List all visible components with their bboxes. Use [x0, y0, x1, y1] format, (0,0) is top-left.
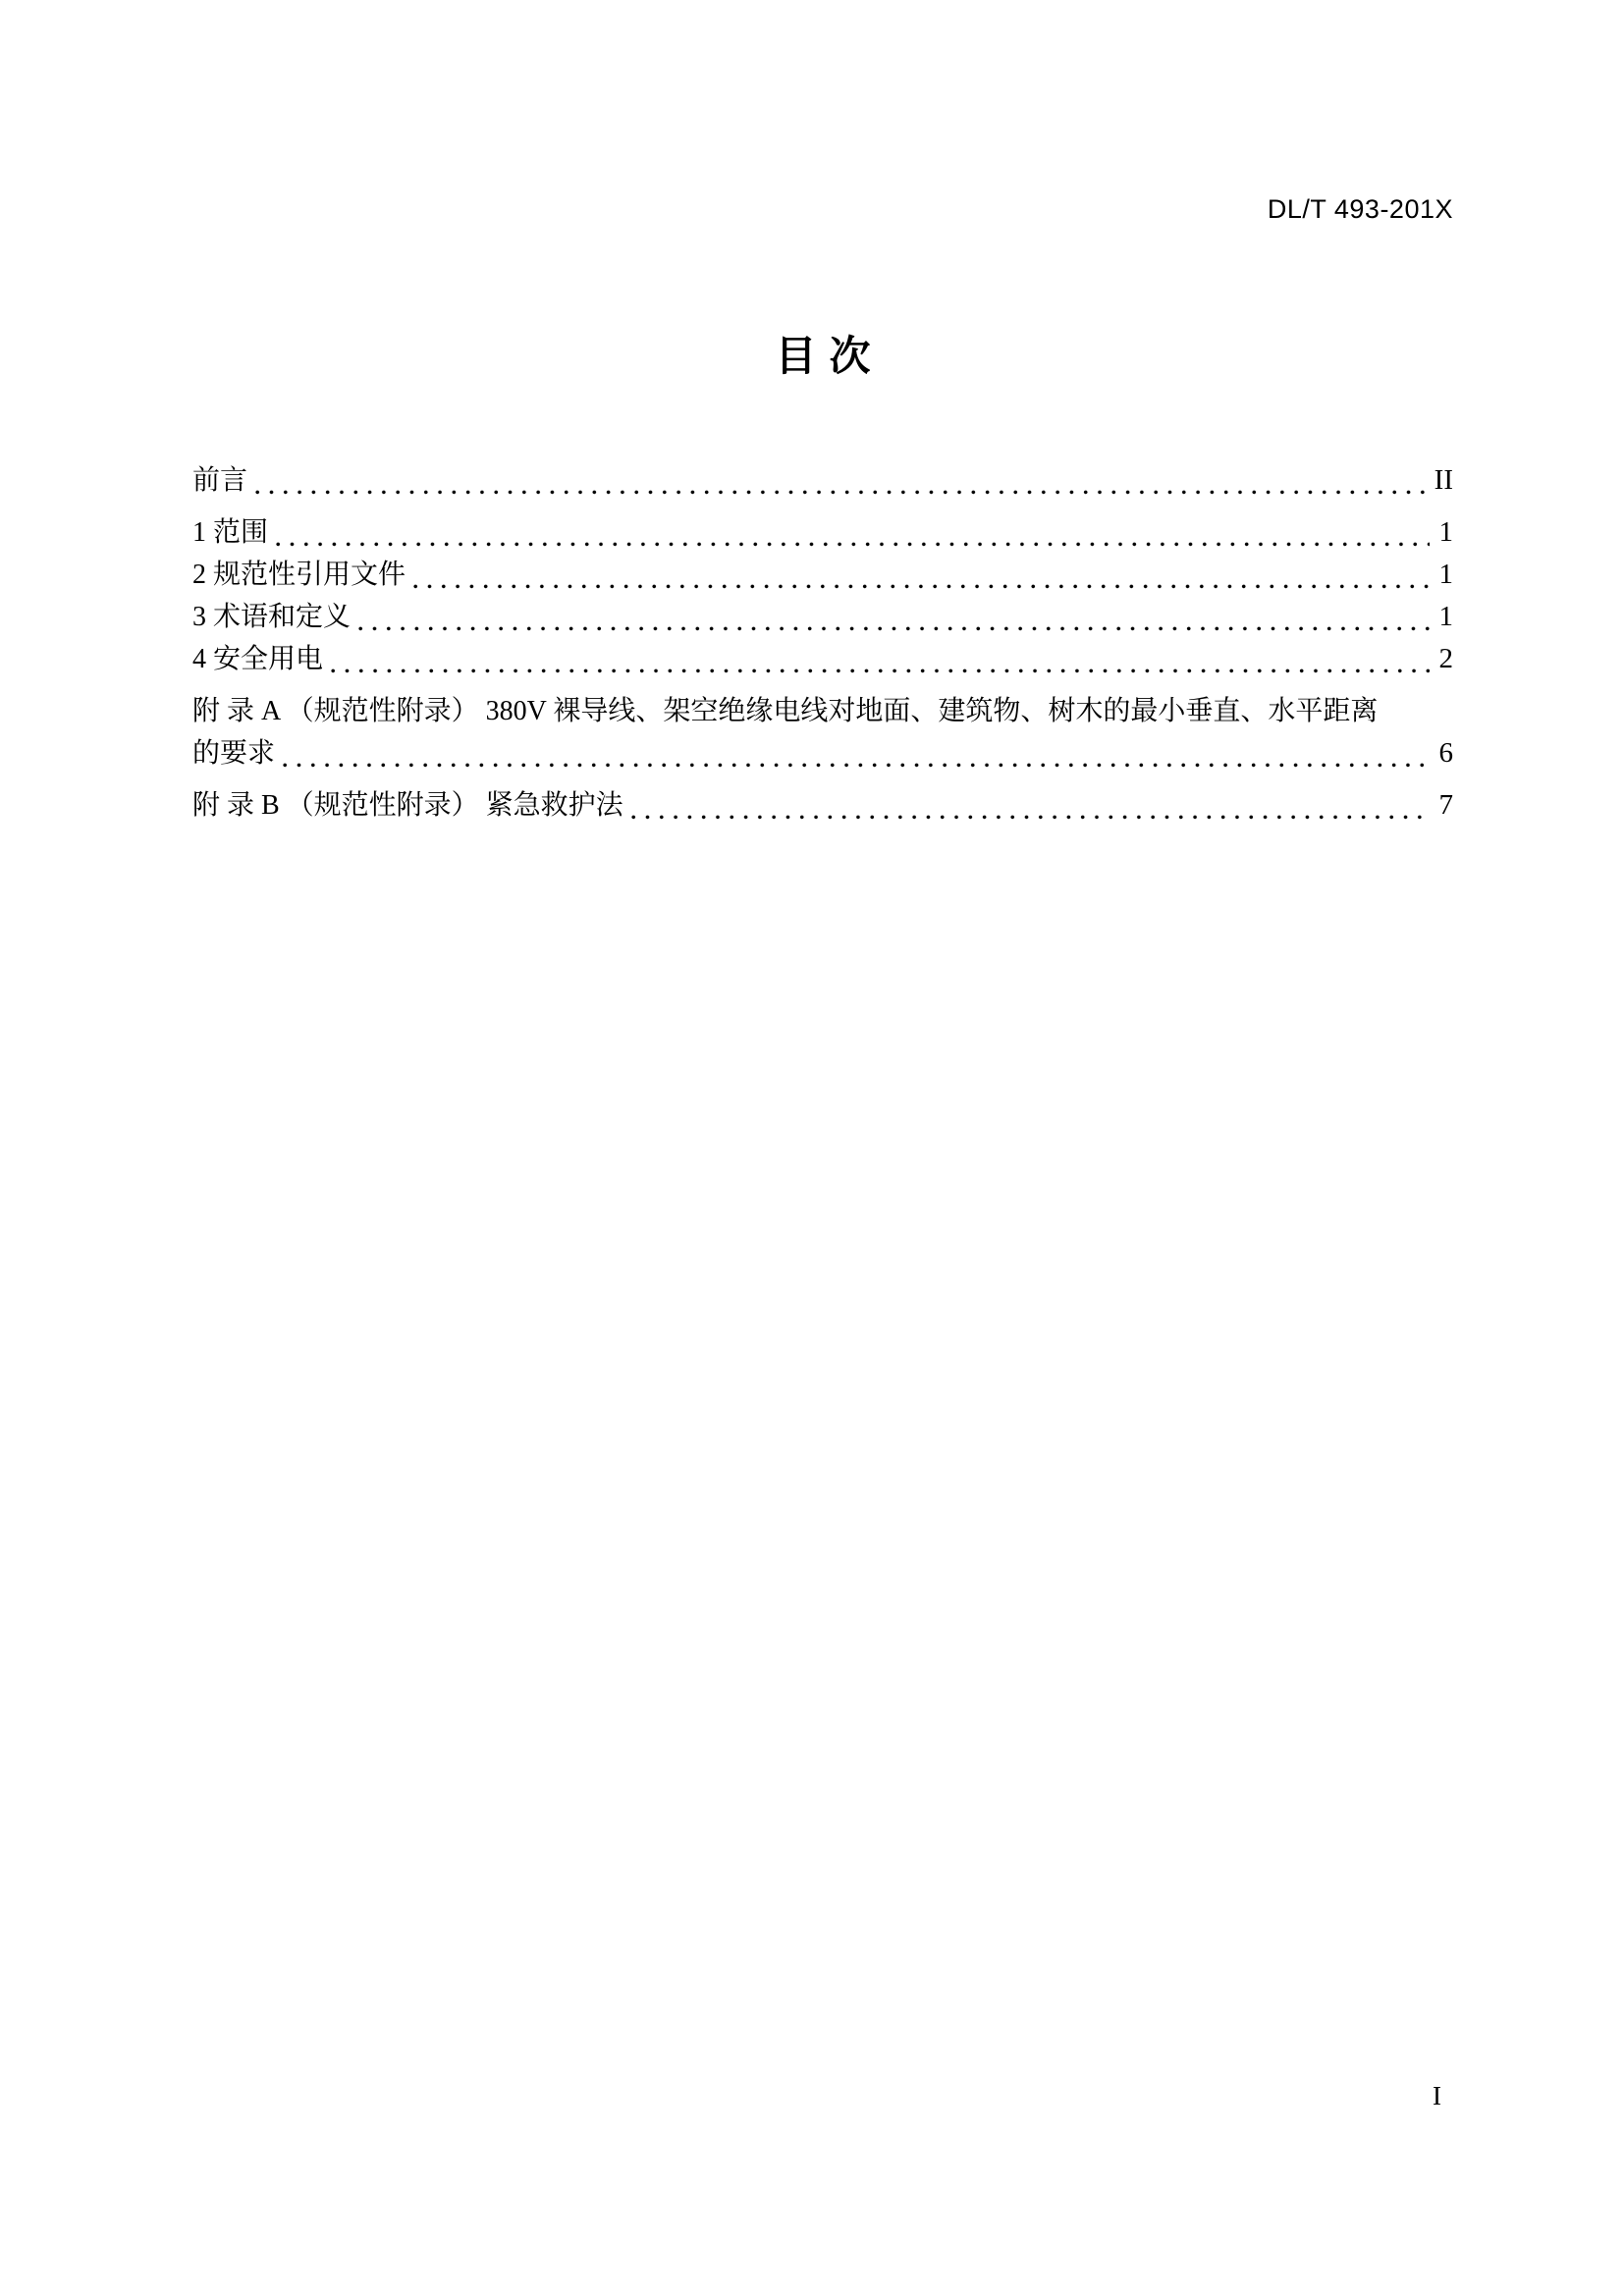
toc-entry-page-number: 6 — [1438, 737, 1453, 769]
toc-entry-first-line: 附 录 A （规范性附录） 380V 裸导线、架空绝缘电线对地面、建筑物、树木的最小垂直、水平距离 — [192, 696, 1379, 726]
toc-entry — [192, 596, 1453, 638]
toc-entry-page-number: 2 — [1438, 643, 1453, 674]
doc-code: DL/T 493-201X — [1267, 194, 1453, 224]
toc-entry — [192, 784, 1453, 827]
toc-entry-page-number: II — [1434, 464, 1453, 496]
toc-entry-page-number: 1 — [1438, 516, 1453, 548]
toc-entry-label: 2 规范性引用文件 — [192, 560, 406, 590]
dot-leader — [283, 763, 1429, 768]
dot-leader — [331, 668, 1429, 673]
toc-entry — [192, 554, 1453, 596]
dot-leader — [631, 815, 1430, 820]
toc-entry — [192, 732, 1453, 774]
toc-entry-page-number: 1 — [1438, 559, 1453, 590]
toc-entry-page-number: 1 — [1438, 601, 1453, 632]
toc-entry — [192, 638, 1453, 680]
toc-entry-label: 3 术语和定义 — [192, 602, 352, 632]
page-title: 目次 — [775, 333, 884, 379]
toc-entry-label: 前言 — [192, 465, 248, 496]
dot-leader — [358, 626, 1429, 631]
toc-entry — [192, 511, 1453, 554]
dot-leader — [413, 584, 1429, 589]
toc-entry-page-number: 7 — [1438, 789, 1453, 821]
toc-entry-label: 1 范围 — [192, 517, 269, 548]
toc-entry-label: 附 录 B （规范性附录） 紧急救护法 — [192, 790, 623, 821]
toc-list — [192, 459, 1453, 827]
dot-leader — [276, 542, 1429, 547]
toc-entry-label: 的要求 — [192, 738, 276, 769]
toc-entry-label: 4 安全用电 — [192, 644, 324, 674]
footer-page-number: I — [1433, 2081, 1441, 2110]
dot-leader — [255, 490, 1425, 495]
toc-entry — [192, 459, 1453, 502]
